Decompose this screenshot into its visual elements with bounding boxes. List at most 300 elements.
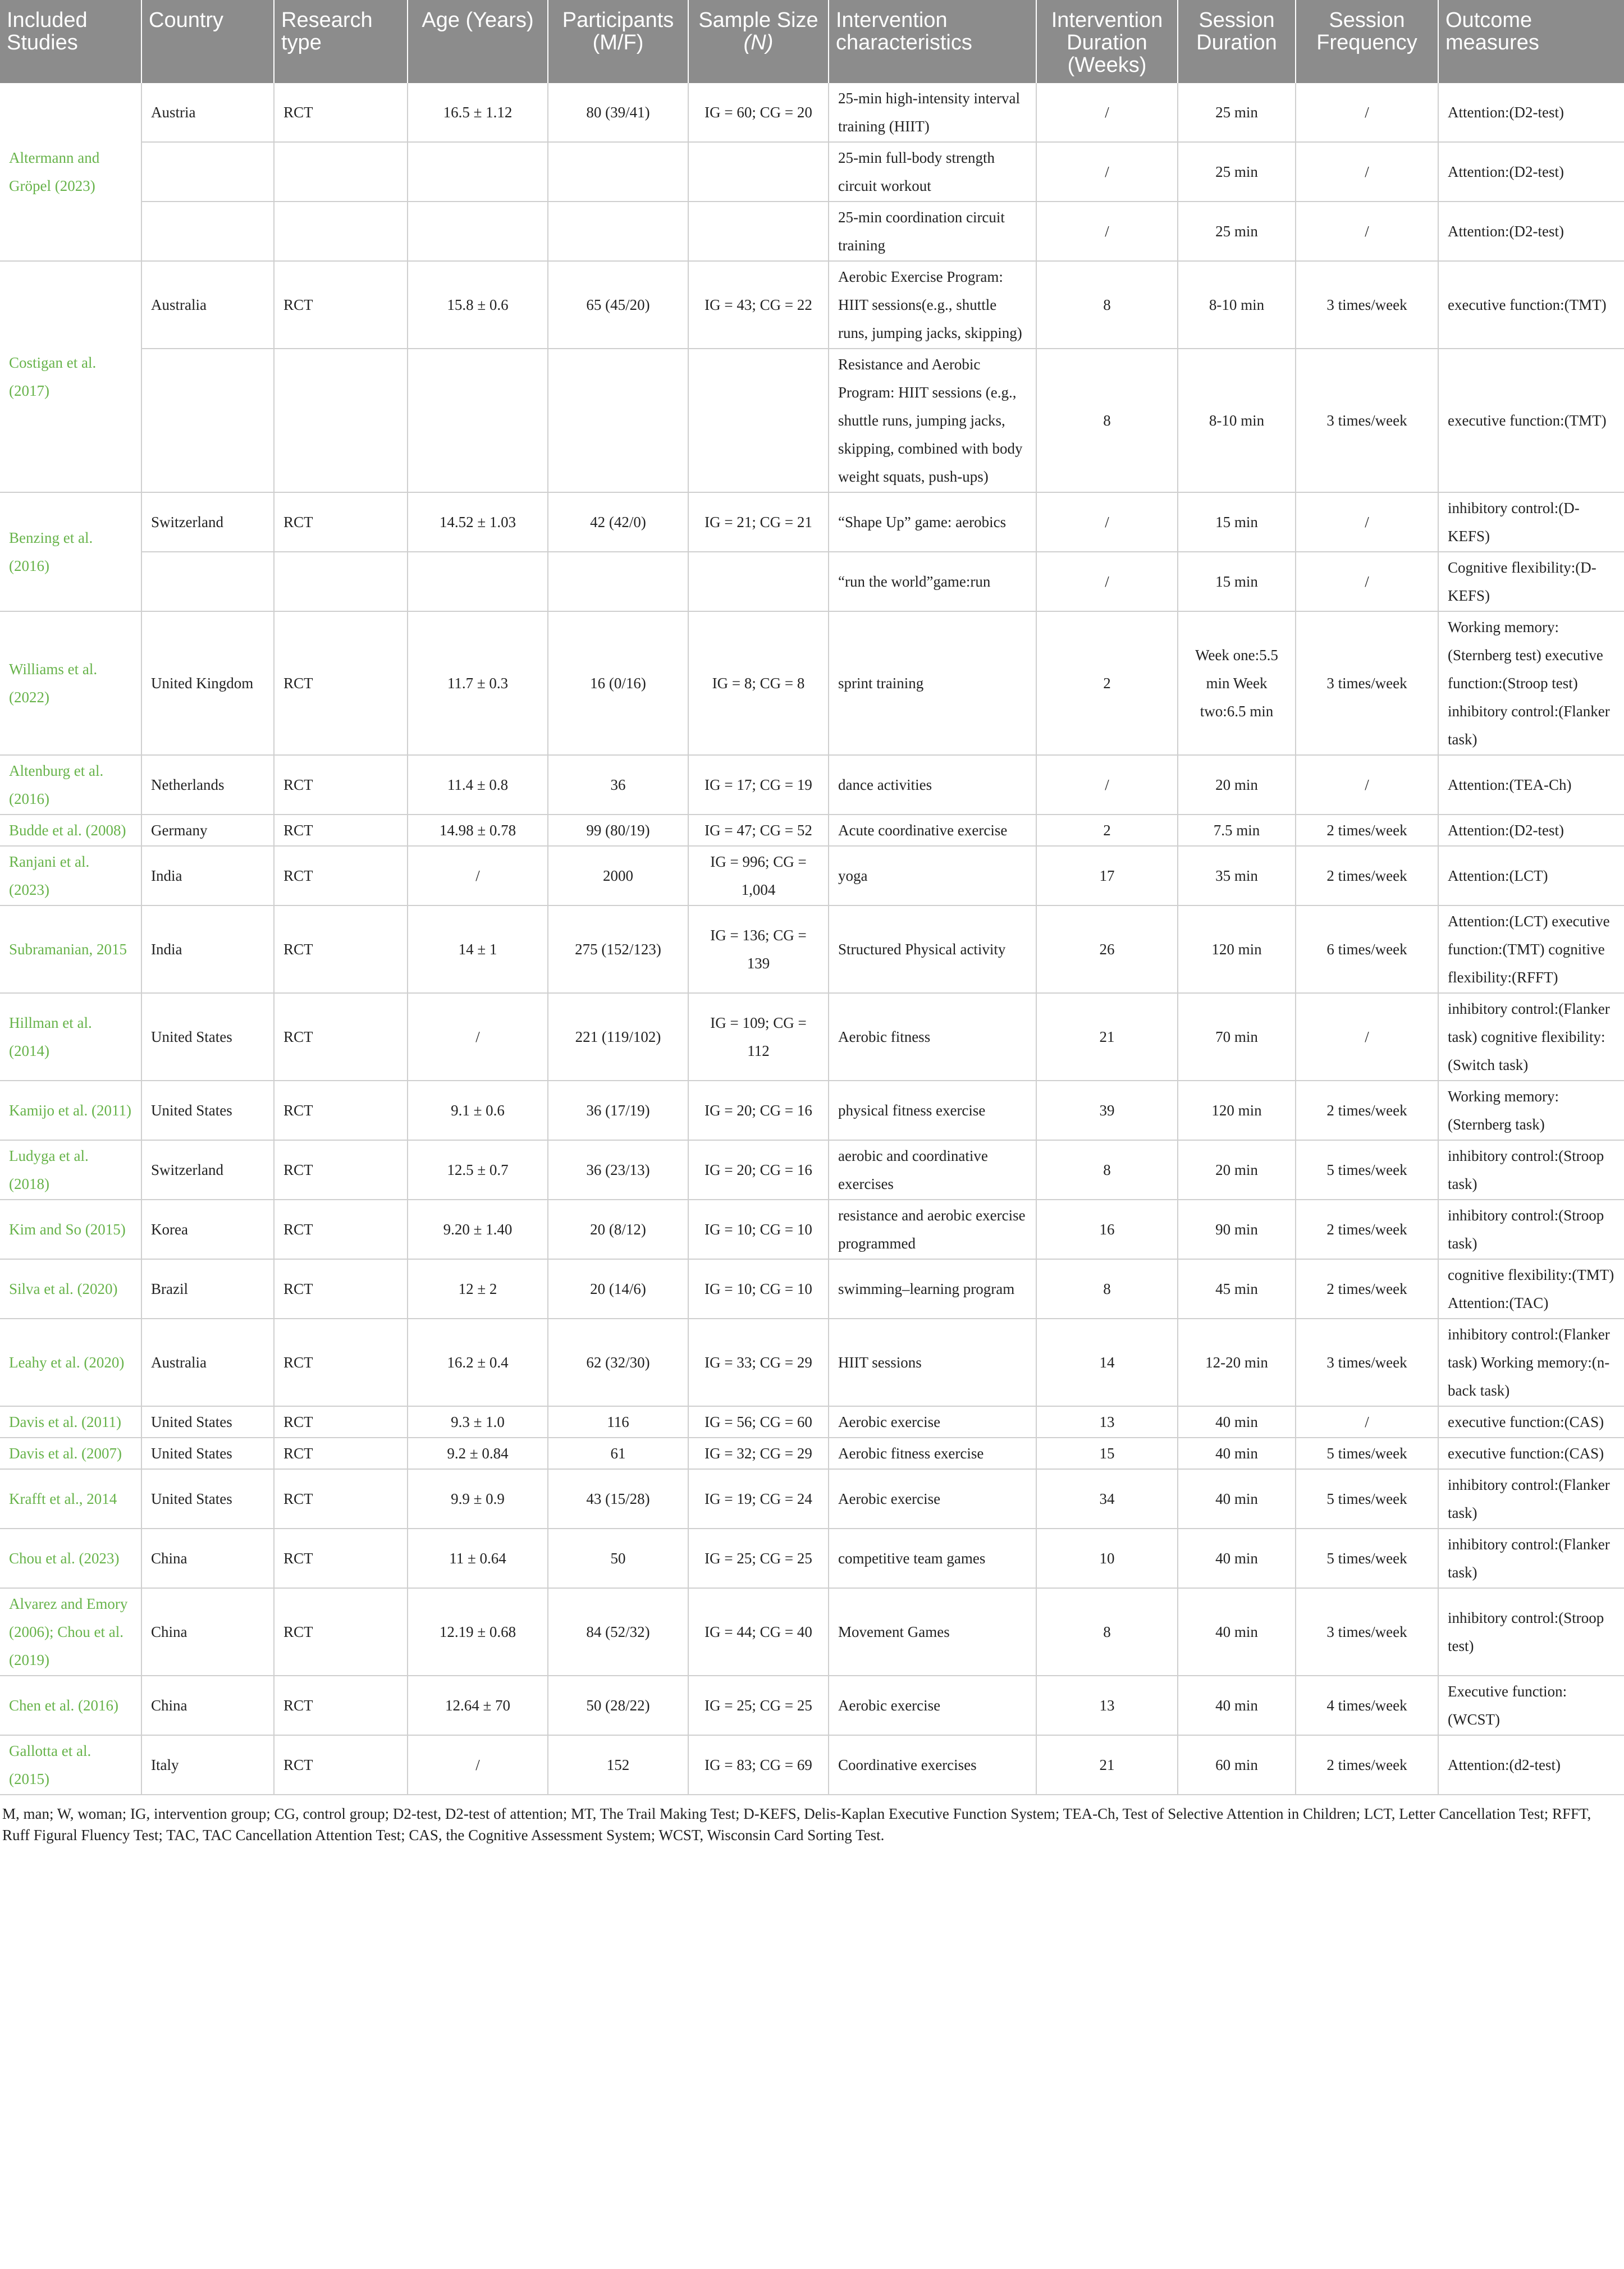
cell-participants: 152 xyxy=(548,1735,688,1795)
header-session-duration: Session Duration xyxy=(1178,0,1296,83)
cell-research-type: RCT xyxy=(274,1676,408,1735)
cell-sample-size xyxy=(688,552,829,611)
cell-country: China xyxy=(141,1676,274,1735)
cell-outcome-measures: executive function:(CAS) xyxy=(1438,1406,1624,1438)
cell-session-duration: 90 min xyxy=(1178,1200,1296,1259)
cell-sample-size xyxy=(688,142,829,202)
cell-country: United States xyxy=(141,993,274,1081)
cell-research-type: RCT xyxy=(274,1735,408,1795)
cell-session-frequency: / xyxy=(1296,755,1438,815)
cell-intervention-duration: / xyxy=(1036,83,1178,142)
cell-country xyxy=(141,202,274,261)
cell-country: China xyxy=(141,1529,274,1588)
table-row xyxy=(0,1438,1624,1469)
cell-session-frequency: / xyxy=(1296,1406,1438,1438)
cell-session-frequency: 5 times/week xyxy=(1296,1469,1438,1529)
header-intervention-characteristics: Intervention characteristics xyxy=(829,0,1036,83)
cell-participants: 2000 xyxy=(548,846,688,905)
cell-age xyxy=(408,552,548,611)
cell-age: 14.98 ± 0.78 xyxy=(408,815,548,846)
cell-participants: 20 (14/6) xyxy=(548,1259,688,1319)
cell-research-type: RCT xyxy=(274,261,408,349)
cell-intervention-duration: 2 xyxy=(1036,815,1178,846)
cell-age: 11.7 ± 0.3 xyxy=(408,611,548,755)
cell-participants: 50 xyxy=(548,1529,688,1588)
cell-intervention-characteristics: Resistance and Aerobic Program: HIIT sessions (e.g., shuttle runs, jumping jacks, skipping, combined with body weight squats, push-ups) xyxy=(829,349,1036,492)
cell-included-study: Budde et al. (2008) xyxy=(0,815,141,846)
cell-included-study: Alvarez and Emory (2006); Chou et al. (2019) xyxy=(0,1588,141,1676)
cell-sample-size: IG = 10; CG = 10 xyxy=(688,1259,829,1319)
cell-outcome-measures: Working memory:(Sternberg task) xyxy=(1438,1081,1624,1140)
table-row xyxy=(0,815,1624,846)
cell-participants: 99 (80/19) xyxy=(548,815,688,846)
cell-research-type xyxy=(274,202,408,261)
cell-age: 11 ± 0.64 xyxy=(408,1529,548,1588)
cell-participants: 20 (8/12) xyxy=(548,1200,688,1259)
table-row xyxy=(0,1676,1624,1735)
cell-participants: 275 (152/123) xyxy=(548,905,688,993)
cell-intervention-duration: 26 xyxy=(1036,905,1178,993)
cell-sample-size: IG = 20; CG = 16 xyxy=(688,1140,829,1200)
cell-intervention-characteristics: 25-min coordination circuit training xyxy=(829,202,1036,261)
cell-intervention-characteristics: Aerobic fitness xyxy=(829,993,1036,1081)
cell-country: United States xyxy=(141,1081,274,1140)
cell-intervention-duration: 10 xyxy=(1036,1529,1178,1588)
cell-included-study: Altenburg et al. (2016) xyxy=(0,755,141,815)
cell-session-frequency: / xyxy=(1296,552,1438,611)
cell-intervention-duration: 39 xyxy=(1036,1081,1178,1140)
cell-participants: 36 (23/13) xyxy=(548,1140,688,1200)
cell-included-study: Silva et al. (2020) xyxy=(0,1259,141,1319)
cell-research-type: RCT xyxy=(274,1319,408,1406)
cell-included-study: Ludyga et al. (2018) xyxy=(0,1140,141,1200)
cell-country: United States xyxy=(141,1406,274,1438)
cell-outcome-measures: executive function:(TMT) xyxy=(1438,261,1624,349)
cell-participants: 62 (32/30) xyxy=(548,1319,688,1406)
cell-session-frequency: / xyxy=(1296,142,1438,202)
cell-participants: 221 (119/102) xyxy=(548,993,688,1081)
cell-outcome-measures: cognitive flexibility:(TMT) Attention:(TAC) xyxy=(1438,1259,1624,1319)
cell-session-duration: 40 min xyxy=(1178,1438,1296,1469)
table-row xyxy=(0,202,1624,261)
cell-age: 12.19 ± 0.68 xyxy=(408,1588,548,1676)
cell-research-type: RCT xyxy=(274,1469,408,1529)
table-row xyxy=(0,1140,1624,1200)
cell-sample-size: IG = 60; CG = 20 xyxy=(688,83,829,142)
cell-included-study: Ranjani et al. (2023) xyxy=(0,846,141,905)
cell-session-frequency: 2 times/week xyxy=(1296,815,1438,846)
cell-intervention-duration: / xyxy=(1036,755,1178,815)
cell-sample-size: IG = 25; CG = 25 xyxy=(688,1676,829,1735)
cell-session-duration: 45 min xyxy=(1178,1259,1296,1319)
header-included-studies: Included Studies xyxy=(0,0,141,83)
cell-outcome-measures: inhibitory control:(Flanker task) Working memory:(n-back task) xyxy=(1438,1319,1624,1406)
cell-session-frequency: 4 times/week xyxy=(1296,1676,1438,1735)
cell-session-frequency: 2 times/week xyxy=(1296,1259,1438,1319)
cell-intervention-duration: 34 xyxy=(1036,1469,1178,1529)
cell-participants xyxy=(548,552,688,611)
cell-age: / xyxy=(408,993,548,1081)
cell-research-type: RCT xyxy=(274,755,408,815)
cell-sample-size: IG = 32; CG = 29 xyxy=(688,1438,829,1469)
cell-age: 12 ± 2 xyxy=(408,1259,548,1319)
cell-intervention-characteristics: swimming–learning program xyxy=(829,1259,1036,1319)
cell-outcome-measures: inhibitory control:(Stroop test) xyxy=(1438,1588,1624,1676)
cell-sample-size: IG = 109; CG = 112 xyxy=(688,993,829,1081)
cell-session-duration: 40 min xyxy=(1178,1588,1296,1676)
cell-intervention-characteristics: “Shape Up” game: aerobics xyxy=(829,492,1036,552)
cell-session-frequency: 3 times/week xyxy=(1296,261,1438,349)
cell-country: Italy xyxy=(141,1735,274,1795)
table-header-row xyxy=(0,0,1624,83)
cell-session-frequency: 5 times/week xyxy=(1296,1140,1438,1200)
cell-included-study: Kim and So (2015) xyxy=(0,1200,141,1259)
cell-intervention-characteristics: sprint training xyxy=(829,611,1036,755)
cell-participants: 80 (39/41) xyxy=(548,83,688,142)
cell-intervention-duration: 21 xyxy=(1036,1735,1178,1795)
cell-participants: 36 (17/19) xyxy=(548,1081,688,1140)
table-row xyxy=(0,1319,1624,1406)
cell-age: / xyxy=(408,1735,548,1795)
cell-research-type: RCT xyxy=(274,1588,408,1676)
cell-session-duration: 20 min xyxy=(1178,1140,1296,1200)
cell-intervention-duration: 8 xyxy=(1036,349,1178,492)
cell-session-duration: 15 min xyxy=(1178,492,1296,552)
cell-intervention-characteristics: Movement Games xyxy=(829,1588,1036,1676)
cell-participants: 50 (28/22) xyxy=(548,1676,688,1735)
cell-session-duration: 7.5 min xyxy=(1178,815,1296,846)
cell-included-study: Leahy et al. (2020) xyxy=(0,1319,141,1406)
table-body xyxy=(0,83,1624,1795)
cell-sample-size: IG = 44; CG = 40 xyxy=(688,1588,829,1676)
cell-intervention-characteristics: 25-min high-intensity interval training (HIIT) xyxy=(829,83,1036,142)
cell-country: Australia xyxy=(141,261,274,349)
table-row xyxy=(0,1406,1624,1438)
cell-included-study: Subramanian, 2015 xyxy=(0,905,141,993)
cell-outcome-measures: inhibitory control:(Stroop task) xyxy=(1438,1140,1624,1200)
table-row xyxy=(0,611,1624,755)
cell-outcome-measures: Working memory:(Sternberg test) executive function:(Stroop test) inhibitory control:(Flanker task) xyxy=(1438,611,1624,755)
cell-age: 15.8 ± 0.6 xyxy=(408,261,548,349)
cell-participants: 42 (42/0) xyxy=(548,492,688,552)
cell-session-frequency: 2 times/week xyxy=(1296,846,1438,905)
cell-intervention-characteristics: Aerobic Exercise Program: HIIT sessions(e.g., shuttle runs, jumping jacks, skipping) xyxy=(829,261,1036,349)
table-row xyxy=(0,1735,1624,1795)
cell-session-duration: Week one:5.5 min Week two:6.5 min xyxy=(1178,611,1296,755)
cell-sample-size: IG = 17; CG = 19 xyxy=(688,755,829,815)
cell-session-duration: 60 min xyxy=(1178,1735,1296,1795)
cell-research-type: RCT xyxy=(274,492,408,552)
cell-sample-size: IG = 47; CG = 52 xyxy=(688,815,829,846)
cell-intervention-duration: 8 xyxy=(1036,261,1178,349)
table-row xyxy=(0,905,1624,993)
table-row xyxy=(0,1200,1624,1259)
cell-participants: 116 xyxy=(548,1406,688,1438)
cell-sample-size: IG = 10; CG = 10 xyxy=(688,1200,829,1259)
header-sample-size-symbol: (N) xyxy=(743,31,774,54)
table-row xyxy=(0,492,1624,552)
cell-participants: 16 (0/16) xyxy=(548,611,688,755)
cell-participants xyxy=(548,202,688,261)
cell-intervention-duration: 15 xyxy=(1036,1438,1178,1469)
cell-session-frequency: 2 times/week xyxy=(1296,1081,1438,1140)
cell-session-duration: 25 min xyxy=(1178,83,1296,142)
cell-included-study: Davis et al. (2007) xyxy=(0,1438,141,1469)
cell-age: 14.52 ± 1.03 xyxy=(408,492,548,552)
cell-intervention-duration: 13 xyxy=(1036,1676,1178,1735)
cell-session-frequency: 2 times/week xyxy=(1296,1200,1438,1259)
cell-outcome-measures: Attention:(D2-test) xyxy=(1438,202,1624,261)
cell-research-type: RCT xyxy=(274,1259,408,1319)
cell-outcome-measures: executive function:(CAS) xyxy=(1438,1438,1624,1469)
table-row xyxy=(0,993,1624,1081)
cell-intervention-characteristics: 25-min full-body strength circuit workout xyxy=(829,142,1036,202)
cell-outcome-measures: Executive function:(WCST) xyxy=(1438,1676,1624,1735)
cell-session-frequency: 6 times/week xyxy=(1296,905,1438,993)
cell-session-duration: 8-10 min xyxy=(1178,349,1296,492)
cell-intervention-duration: / xyxy=(1036,492,1178,552)
cell-research-type: RCT xyxy=(274,611,408,755)
cell-intervention-characteristics: physical fitness exercise xyxy=(829,1081,1036,1140)
cell-session-frequency: / xyxy=(1296,202,1438,261)
cell-outcome-measures: inhibitory control:(Flanker task) xyxy=(1438,1469,1624,1529)
cell-sample-size: IG = 33; CG = 29 xyxy=(688,1319,829,1406)
cell-intervention-characteristics: Acute coordinative exercise xyxy=(829,815,1036,846)
cell-session-frequency: / xyxy=(1296,993,1438,1081)
cell-included-study: Chen et al. (2016) xyxy=(0,1676,141,1735)
cell-research-type: RCT xyxy=(274,1081,408,1140)
cell-research-type xyxy=(274,142,408,202)
cell-intervention-characteristics: Structured Physical activity xyxy=(829,905,1036,993)
cell-country: Switzerland xyxy=(141,1140,274,1200)
cell-session-duration: 40 min xyxy=(1178,1469,1296,1529)
cell-session-duration: 35 min xyxy=(1178,846,1296,905)
cell-age: / xyxy=(408,846,548,905)
cell-intervention-duration: 14 xyxy=(1036,1319,1178,1406)
table-row xyxy=(0,1529,1624,1588)
cell-session-frequency: 5 times/week xyxy=(1296,1529,1438,1588)
cell-intervention-duration: 17 xyxy=(1036,846,1178,905)
cell-outcome-measures: inhibitory control:(D-KEFS) xyxy=(1438,492,1624,552)
cell-country: United States xyxy=(141,1469,274,1529)
table-row xyxy=(0,1588,1624,1676)
cell-research-type: RCT xyxy=(274,83,408,142)
cell-included-study: Gallotta et al. (2015) xyxy=(0,1735,141,1795)
cell-session-duration: 120 min xyxy=(1178,1081,1296,1140)
cell-research-type: RCT xyxy=(274,1406,408,1438)
cell-research-type: RCT xyxy=(274,1529,408,1588)
cell-research-type xyxy=(274,349,408,492)
cell-participants: 36 xyxy=(548,755,688,815)
cell-sample-size: IG = 25; CG = 25 xyxy=(688,1529,829,1588)
cell-intervention-characteristics: “run the world”game:run xyxy=(829,552,1036,611)
cell-outcome-measures: Attention:(D2-test) xyxy=(1438,83,1624,142)
cell-intervention-characteristics: aerobic and coordinative exercises xyxy=(829,1140,1036,1200)
cell-session-duration: 120 min xyxy=(1178,905,1296,993)
cell-included-study: Chou et al. (2023) xyxy=(0,1529,141,1588)
cell-intervention-duration: / xyxy=(1036,142,1178,202)
cell-session-frequency: / xyxy=(1296,83,1438,142)
cell-included-study: Kamijo et al. (2011) xyxy=(0,1081,141,1140)
cell-session-frequency: 3 times/week xyxy=(1296,1588,1438,1676)
cell-research-type: RCT xyxy=(274,905,408,993)
cell-age: 9.1 ± 0.6 xyxy=(408,1081,548,1140)
table-row xyxy=(0,846,1624,905)
table-footnote: M, man; W, woman; IG, intervention group; CG, control group; D2-test, D2-test of attention; MT, The Trail Making Test; D-KEFS, Delis-Kaplan Executive Function System; TEA-Ch, Test of Selective Attention in Children; LCT, Letter Cancellation Test; RFFT, Ruff Figural Fluency Test; TAC, TAC Cancellation Attention Test; CAS, the Cognitive Assessment System; WCST, Wisconsin Card Sorting Test. xyxy=(2,1805,1591,1843)
header-sample-size xyxy=(688,0,829,83)
cell-outcome-measures: Attention:(TEA-Ch) xyxy=(1438,755,1624,815)
cell-included-study: Krafft et al., 2014 xyxy=(0,1469,141,1529)
cell-intervention-characteristics: competitive team games xyxy=(829,1529,1036,1588)
cell-country: China xyxy=(141,1588,274,1676)
cell-session-duration: 25 min xyxy=(1178,202,1296,261)
cell-intervention-duration: 2 xyxy=(1036,611,1178,755)
cell-included-study: Davis et al. (2011) xyxy=(0,1406,141,1438)
cell-intervention-characteristics: resistance and aerobic exercise programmed xyxy=(829,1200,1036,1259)
cell-country: United Kingdom xyxy=(141,611,274,755)
cell-country: Switzerland xyxy=(141,492,274,552)
cell-intervention-characteristics: Aerobic exercise xyxy=(829,1676,1036,1735)
table-row xyxy=(0,552,1624,611)
cell-sample-size: IG = 19; CG = 24 xyxy=(688,1469,829,1529)
cell-intervention-characteristics: HIIT sessions xyxy=(829,1319,1036,1406)
cell-participants: 65 (45/20) xyxy=(548,261,688,349)
table-row xyxy=(0,755,1624,815)
cell-session-frequency: 3 times/week xyxy=(1296,1319,1438,1406)
cell-country: Australia xyxy=(141,1319,274,1406)
cell-intervention-duration: 21 xyxy=(1036,993,1178,1081)
cell-age: 9.3 ± 1.0 xyxy=(408,1406,548,1438)
cell-included-study: Williams et al. (2022) xyxy=(0,611,141,755)
cell-age: 9.9 ± 0.9 xyxy=(408,1469,548,1529)
table-row xyxy=(0,142,1624,202)
cell-intervention-characteristics: Aerobic exercise xyxy=(829,1469,1036,1529)
cell-country: India xyxy=(141,905,274,993)
cell-intervention-characteristics: yoga xyxy=(829,846,1036,905)
cell-sample-size: IG = 83; CG = 69 xyxy=(688,1735,829,1795)
cell-research-type: RCT xyxy=(274,815,408,846)
cell-session-duration: 40 min xyxy=(1178,1406,1296,1438)
cell-included-study: Costigan et al. (2017) xyxy=(0,261,141,492)
cell-country xyxy=(141,552,274,611)
cell-outcome-measures: Attention:(LCT) executive function:(TMT) cognitive flexibility:(RFFT) xyxy=(1438,905,1624,993)
table-row xyxy=(0,83,1624,142)
cell-country: Netherlands xyxy=(141,755,274,815)
cell-age: 16.5 ± 1.12 xyxy=(408,83,548,142)
cell-country: Korea xyxy=(141,1200,274,1259)
cell-intervention-characteristics: dance activities xyxy=(829,755,1036,815)
cell-research-type: RCT xyxy=(274,1140,408,1200)
table-row xyxy=(0,1469,1624,1529)
cell-sample-size: IG = 21; CG = 21 xyxy=(688,492,829,552)
cell-session-duration: 20 min xyxy=(1178,755,1296,815)
cell-sample-size: IG = 136; CG = 139 xyxy=(688,905,829,993)
cell-session-frequency: 2 times/week xyxy=(1296,1735,1438,1795)
cell-intervention-duration: 13 xyxy=(1036,1406,1178,1438)
cell-country: United States xyxy=(141,1438,274,1469)
cell-age: 11.4 ± 0.8 xyxy=(408,755,548,815)
cell-session-duration: 40 min xyxy=(1178,1676,1296,1735)
cell-participants: 43 (15/28) xyxy=(548,1469,688,1529)
header-country: Country xyxy=(141,0,274,83)
table-row xyxy=(0,349,1624,492)
cell-session-duration: 25 min xyxy=(1178,142,1296,202)
cell-outcome-measures: Cognitive flexibility:(D-KEFS) xyxy=(1438,552,1624,611)
cell-outcome-measures: inhibitory control:(Flanker task) cognitive flexibility:(Switch task) xyxy=(1438,993,1624,1081)
cell-intervention-duration: / xyxy=(1036,552,1178,611)
cell-age: 9.20 ± 1.40 xyxy=(408,1200,548,1259)
cell-age: 12.64 ± 70 xyxy=(408,1676,548,1735)
header-participants: Participants (M/F) xyxy=(548,0,688,83)
cell-outcome-measures: Attention:(d2-test) xyxy=(1438,1735,1624,1795)
header-intervention-duration: Intervention Duration (Weeks) xyxy=(1036,0,1178,83)
cell-outcome-measures: inhibitory control:(Flanker task) xyxy=(1438,1529,1624,1588)
cell-outcome-measures: Attention:(D2-test) xyxy=(1438,815,1624,846)
cell-outcome-measures: inhibitory control:(Stroop task) xyxy=(1438,1200,1624,1259)
cell-participants xyxy=(548,349,688,492)
cell-session-frequency: 3 times/week xyxy=(1296,349,1438,492)
header-age: Age (Years) xyxy=(408,0,548,83)
cell-sample-size: IG = 56; CG = 60 xyxy=(688,1406,829,1438)
table-row xyxy=(0,1081,1624,1140)
header-outcome-measures: Outcome measures xyxy=(1438,0,1624,83)
cell-country: Brazil xyxy=(141,1259,274,1319)
cell-sample-size: IG = 8; CG = 8 xyxy=(688,611,829,755)
cell-country xyxy=(141,142,274,202)
cell-participants: 84 (52/32) xyxy=(548,1588,688,1676)
header-session-frequency: Session Frequency xyxy=(1296,0,1438,83)
cell-age xyxy=(408,202,548,261)
cell-session-frequency: 3 times/week xyxy=(1296,611,1438,755)
cell-age: 16.2 ± 0.4 xyxy=(408,1319,548,1406)
cell-research-type: RCT xyxy=(274,1200,408,1259)
cell-intervention-characteristics: Aerobic fitness exercise xyxy=(829,1438,1036,1469)
header-research-type: Research type xyxy=(274,0,408,83)
cell-intervention-duration: 8 xyxy=(1036,1259,1178,1319)
cell-session-duration: 15 min xyxy=(1178,552,1296,611)
header-sample-size-label: Sample Size xyxy=(698,8,818,32)
cell-intervention-duration: / xyxy=(1036,202,1178,261)
cell-participants xyxy=(548,142,688,202)
cell-intervention-characteristics: Coordinative exercises xyxy=(829,1735,1036,1795)
cell-intervention-duration: 8 xyxy=(1036,1588,1178,1676)
cell-session-frequency: 5 times/week xyxy=(1296,1438,1438,1469)
cell-country: Austria xyxy=(141,83,274,142)
cell-intervention-duration: 8 xyxy=(1036,1140,1178,1200)
cell-session-duration: 40 min xyxy=(1178,1529,1296,1588)
cell-participants: 61 xyxy=(548,1438,688,1469)
cell-country xyxy=(141,349,274,492)
cell-country: Germany xyxy=(141,815,274,846)
cell-session-duration: 70 min xyxy=(1178,993,1296,1081)
cell-intervention-characteristics: Aerobic exercise xyxy=(829,1406,1036,1438)
cell-research-type: RCT xyxy=(274,1438,408,1469)
cell-age xyxy=(408,142,548,202)
cell-outcome-measures: Attention:(LCT) xyxy=(1438,846,1624,905)
cell-sample-size: IG = 20; CG = 16 xyxy=(688,1081,829,1140)
cell-age: 12.5 ± 0.7 xyxy=(408,1140,548,1200)
cell-outcome-measures: executive function:(TMT) xyxy=(1438,349,1624,492)
cell-included-study: Benzing et al. (2016) xyxy=(0,492,141,611)
cell-age xyxy=(408,349,548,492)
cell-session-duration: 12-20 min xyxy=(1178,1319,1296,1406)
cell-session-duration: 8-10 min xyxy=(1178,261,1296,349)
table-row xyxy=(0,261,1624,349)
cell-sample-size xyxy=(688,349,829,492)
cell-intervention-duration: 16 xyxy=(1036,1200,1178,1259)
cell-research-type xyxy=(274,552,408,611)
cell-age: 14 ± 1 xyxy=(408,905,548,993)
